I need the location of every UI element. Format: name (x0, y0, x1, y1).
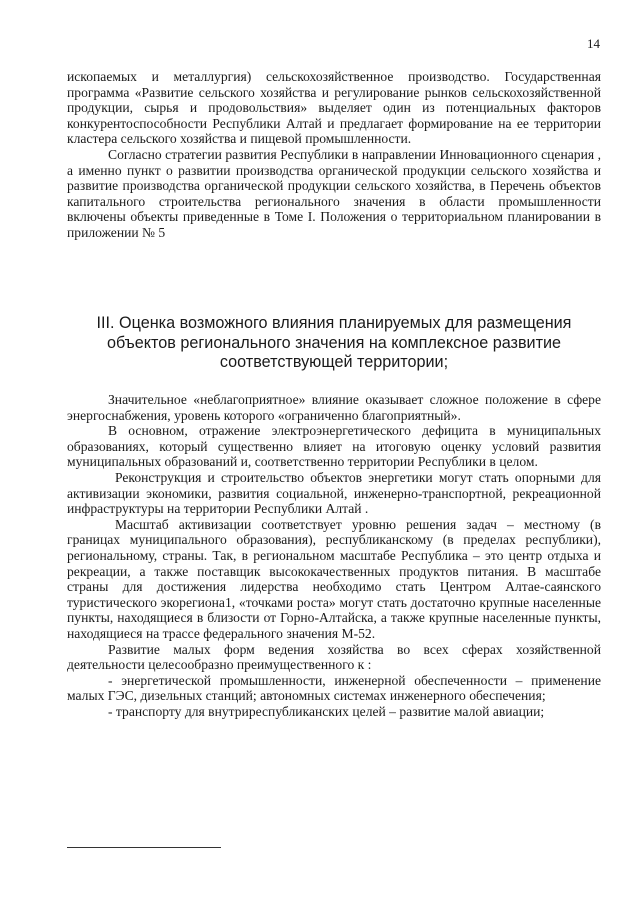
footnote-divider (67, 847, 221, 848)
page-number: 14 (587, 36, 600, 51)
paragraph-agriculture-program: ископаемых и металлургия) сельскохозяйственное производство. Государственная программа «Развитие сельского хозяйства и регулирование рынков сельскохозяйственной продукции, сырья и продовольствия» выделяет один из потенциальных факторов конкурентоспособности Республики Алтай и предлагает формирование на ее территории кластера сельского хозяйства и пищевой промышленности. (67, 69, 601, 147)
list-item-transport: - транспорту для внутриреспубликанских целей – развитие малой авиации; (108, 703, 545, 719)
section-heading: III. Оценка возможного влияния планируемых для размещения объектов регионального значения на комплексное развитие соответствующей территории; (96, 314, 572, 372)
paragraph-innovation-scenario: Согласно стратегии развития Республики в направлении Инновационного сценария , а именно пункт о развитии производства органической продукции сельского хозяйства и развитие производства органической продукции сельского хозяйства, в Перечень объектов капитального строительства регионального значения в области промышленности включены объекты приведенные в Томе I. Положения о территориальном планировании в приложении № 5 (67, 146, 601, 240)
paragraph-reconstruction: Реконструкция и строительство объектов энергетики могут стать опорными для активизации экономики, развития социальной, инженерно-транспортной, рекреационной инфраструктуры на территории Республики Алтай . (67, 469, 601, 517)
paragraph-energy-deficit: В основном, отражение электроэнергетического дефицита в муниципальных образованиях, который существенно влияет на итоговую оценку условий развития муниципальных образований и, соответственно территории Республики в целом. (67, 423, 601, 470)
section-text-block (67, 392, 601, 719)
paragraph-energy-supply: Значительное «неблагоприятное» влияние оказывает сложное положение в сфере энергоснабжения, уровень которого «ограниченно благоприятный». (67, 392, 601, 423)
intro-text-block (67, 69, 601, 241)
paragraph-activation-scale: Масштаб активизации соответствует уровню решения задач – местному (в границах муниципального образования), республиканскому (в пределах республики), региональному, страны. Так, в региональном масштабе Республика – это центр отдыха и рекреации, а также поставщик высококачественных продуктов питания. В масштабе страны для достижения лидерства необходимо стать Центром Алтае-саянского туристического экорегиона1, «точками роста» могут стать достаточно крупные населенные пункты, находящиеся в близости от Горно-Алтайска, а также крупные населенные пункты, находящиеся на трассе федерального значения М-52. (67, 516, 601, 641)
list-item-energy: - энергетической промышленности, инженерной обеспеченности – применение малых ГЭС, дизельных станций; автономных системах инженерного обеспечения; (67, 672, 601, 704)
paragraph-small-business: Развитие малых форм ведения хозяйства во всех сферах хозяйственной деятельности целесообразно преимущественного к : (67, 641, 601, 673)
